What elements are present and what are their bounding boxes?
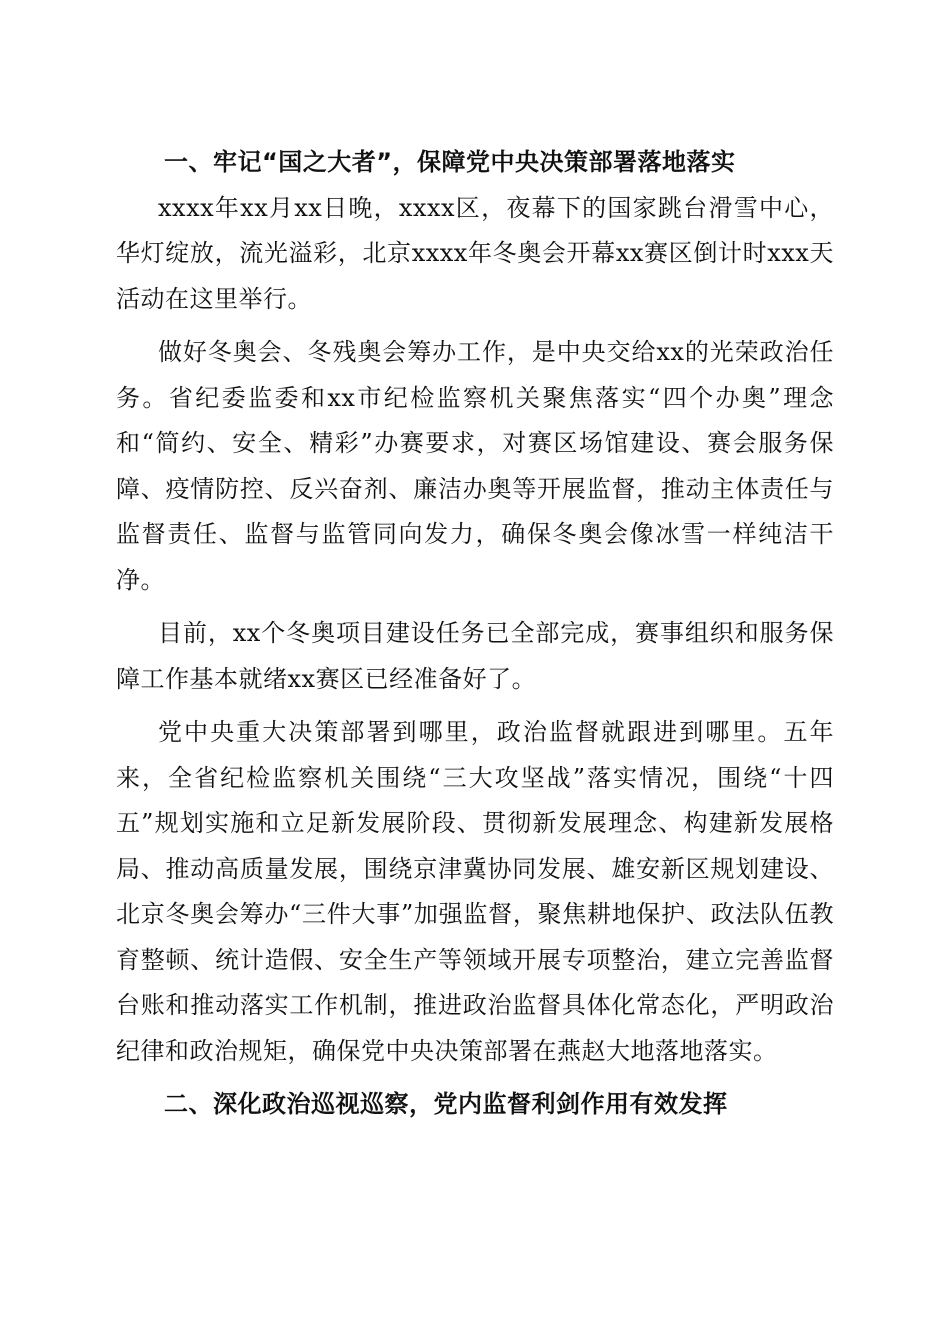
paragraph-olympics-supervision: 做好冬奥会、冬残奥会筹办工作，是中央交给xx的光荣政治任务。省纪委监委和xx市纪检监察机关聚焦落实“四个办奥”理念和“简约、安全、精彩”办赛要求，对赛区场馆建设、赛会服务保障、疫情防控、反兴奋剂、廉洁办奥等开展监督，推动主体责任与监督责任、监督与监管同向发力，确保冬奥会像冰雪一样纯洁干净。 [116,338,834,594]
paragraph-project-status: 目前，xx个冬奥项目建设任务已全部完成，赛事组织和服务保障工作基本就绪xx赛区已经准备好了。 [116,619,834,693]
paragraph-political-supervision: 党中央重大决策部署到哪里，政治监督就跟进到哪里。五年来，全省纪检监察机关围绕“三大攻坚战”落实情况，围绕“十四五”规划实施和立足新发展阶段、贯彻新发展理念、构建新发展格局、推动高质量发展，围绕京津冀协同发展、雄安新区规划建设、北京冬奥会筹办“三件大事”加强监督，聚焦耕地保护、政法队伍教育整顿、统计造假、安全生产等领域开展专项整治，建立完善监督台账和推动落实工作机制，推进政治监督具体化常态化，严明政治纪律和政治规矩，确保党中央决策部署在燕赵大地落地落实。 [116,718,834,1065]
section-heading-1: 一、牢记“国之大者”，保障党中央决策部署落地落实 [164,148,736,176]
paragraph-opening-ceremony: xxxx年xx月xx日晚，xxxx区，夜幕下的国家跳台滑雪中心，华灯绽放，流光溢彩，北京xxxx年冬奥会开幕xx赛区倒计时xxx天活动在这里举行。 [116,193,834,313]
section-heading-2: 二、深化政治巡视巡察，党内监督利剑作用有效发挥 [164,1090,728,1118]
document-body [116,140,834,1128]
